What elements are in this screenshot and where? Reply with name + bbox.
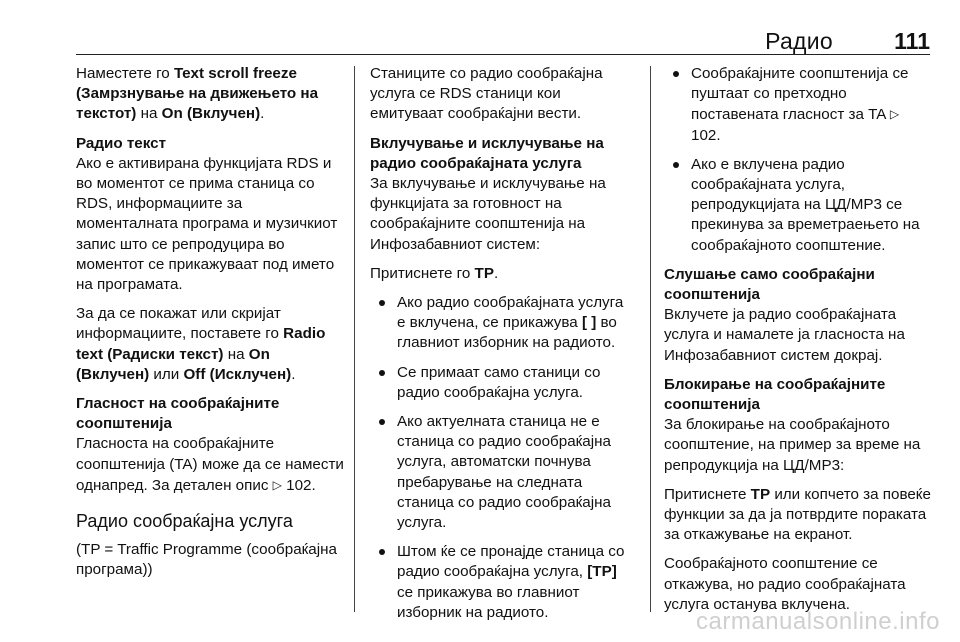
listen-only-paragraph: Вклучете ја радио сообраќајната услуга и намалете ја гласноста на Инфозабавниот систем докрај. <box>664 306 905 364</box>
press-tp-cancel-paragraph: Притиснете TP или копчето за повеќе функции за да ја потврдите пораката за откажување на екранот. <box>664 485 931 544</box>
block-announcements-paragraph: За блокирање на сообраќајното соопштение, на пример за време на репродукција на ЦД/MP3: <box>664 416 921 474</box>
tp-stations-paragraph: Станиците со радио сообраќајна услуга се RDS станици кои емитуваат сообраќајни вести. <box>370 65 603 123</box>
column-divider-2 <box>650 66 651 612</box>
radio-text-paragraph: Ако е активирана функцијата RDS и во моментот се прима станица со RDS, информациите за моменталната програма и музичкиот запис што се репродуцира во моментот се прикажуваат под името на програмата. <box>76 154 338 294</box>
list-item: Ако актуелната станица не е станица со радио сообраќајна услуга, автоматски почнува пребарување на следната станица со радио сообраќајна услуга. <box>379 412 634 533</box>
section-title: Радио <box>765 28 833 54</box>
tp-toggle-paragraph: За вклучување и исклучување на функцијата за готовност на сообраќајните соопштенија на Инфозабавниот систем: <box>370 175 606 253</box>
page-number: 111 <box>894 28 930 54</box>
tp-definition: (TP = Traffic Programme (сообраќајна програма)) <box>76 541 337 579</box>
press-tp-paragraph: Притиснете го TP. <box>370 264 499 282</box>
list-item: Се примаат само станици со радио сообраќајна услуга. <box>379 363 634 403</box>
column-2 <box>370 64 634 632</box>
radio-text-toggle-paragraph: За да се покажат или скријат информациите, поставете го Radio text (Радиски текст) на On (Вклучен) или Off (Исклучен). <box>76 305 326 383</box>
page-reference-arrow-icon: ▷ <box>272 477 282 492</box>
cancel-result-paragraph: Сообраќајното соопштение се откажува, но радио сообраќајната услуга останува вклучена. <box>664 555 906 613</box>
list-item: Штом ќе се пронајде станица со радио сообраќајна услуга, [TP] се прикажува во главниот изборник на радиото. <box>379 542 634 623</box>
column-1 <box>76 64 346 589</box>
page-reference-arrow-icon: ▷ <box>889 107 900 122</box>
traffic-service-heading: Радио сообраќајна услуга <box>76 511 293 532</box>
list-item: Сообраќајните соопштенија се пуштаат со претходно поставената гласност за TA ▷ 102. <box>673 64 932 146</box>
traffic-volume-heading: Гласност на сообраќајните соопштенија <box>76 395 280 433</box>
list-item: Ако радио сообраќајната услуга е вклучена, се прикажува [ ] во главниот изборник на радиото. <box>379 293 634 354</box>
announcement-bullet-list <box>664 64 932 256</box>
list-item: Ако е вклучена радио сообраќајната услуга, репродукцијата на ЦД/MP3 се прекинува за времетраењето на сообраќајното соопштение. <box>673 155 932 256</box>
page-header <box>0 0 960 56</box>
listen-only-heading: Слушање само сообраќајни соопштенија <box>664 265 875 304</box>
text-scroll-freeze-paragraph: Наместете го Text scroll freeze (Замрзнување на движењето на текстот) на On (Вклучен). <box>76 65 319 123</box>
column-3 <box>664 64 932 624</box>
traffic-volume-paragraph: Гласноста на сообраќајните соопштенија (TA) може да се намести однапред. За детален опис ▷ 102. <box>76 435 344 494</box>
tp-bullet-list <box>370 293 634 623</box>
radio-text-heading: Радио текст <box>76 134 167 152</box>
header-divider <box>76 54 930 55</box>
block-announcements-heading: Блокирање на сообраќајните соопштенија <box>664 375 886 414</box>
watermark: carmanualsonline.info <box>696 608 940 635</box>
tp-toggle-heading: Вклучување и исклучување на радио сообраќајната услуга <box>370 134 604 172</box>
column-divider-1 <box>354 66 355 612</box>
